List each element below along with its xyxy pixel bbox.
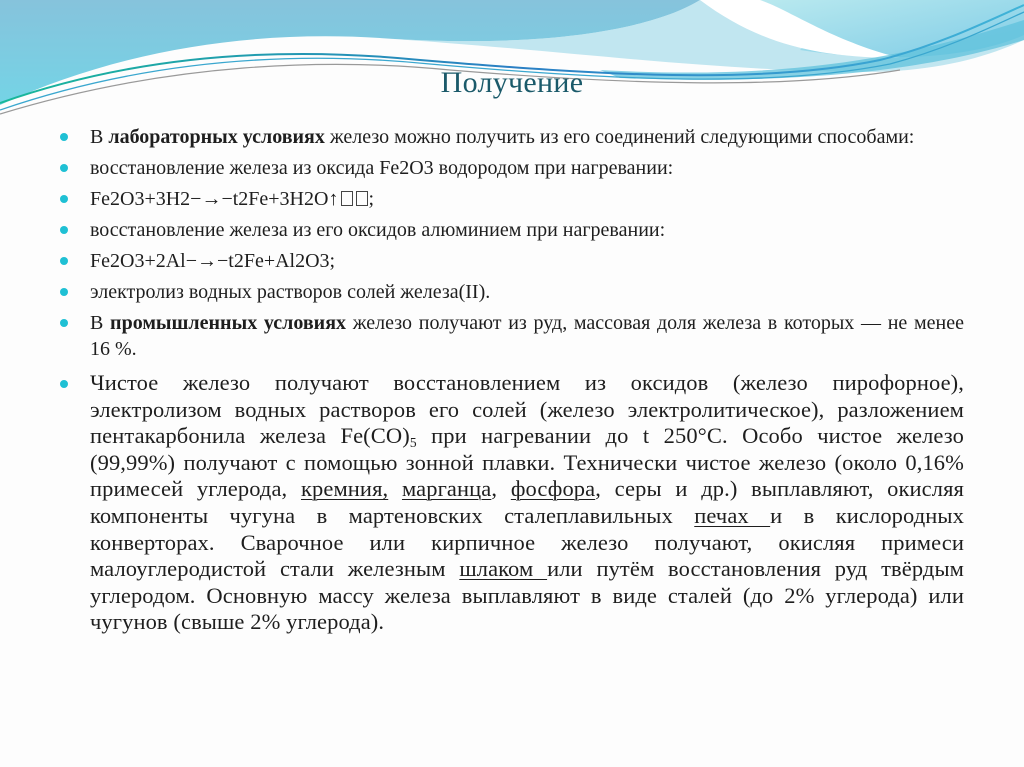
link-manganese[interactable]: марганца bbox=[401, 476, 492, 502]
bullet-lab-conditions: В лабораторных условиях железо можно получить из его соединений следующими способами: bbox=[60, 124, 964, 150]
slide-title: Получение bbox=[440, 66, 584, 99]
bullet-dot-icon bbox=[60, 257, 68, 265]
bullet-dot-icon bbox=[60, 226, 68, 234]
bullet-equation-hydrogen: Fe2O3+3H2−→−t2Fe+3H2O↑ ; bbox=[60, 186, 964, 212]
missing-glyph-icon bbox=[341, 191, 353, 206]
link-silicon[interactable]: кремния, bbox=[300, 476, 389, 502]
bullet-pure-iron: Чистое железо получают восстановлением из оксидов (железо пирофорное), электролизом водных растворов его солей (железо электролитическое), разложением пентакарбонила железа $Fe(CO)_5$ при нагревании до t 250°C. Особо чистое железо (99,99%) получают с помощью зонной плавки. Технически чистое железо (около 0,16% примесей углерода, кремния, марганца, фосфора, серы и др.) выплавляют, окисляя компоненты чугуна в мартеновских сталеплавильных печах и в кислородных конверторах. Сварочное или кирпичное железо получают, окисляя примеси малоуглеродистой стали железным шлаком или путём восстановления руд твёрдым углеродом. Основную массу железа выплавляют в виде сталей (до 2% углерода) или чугунов (свыше 2% углерода). bbox=[60, 370, 964, 636]
bullet-dot-icon bbox=[60, 319, 68, 327]
link-phosphorus[interactable]: фосфора bbox=[510, 476, 596, 502]
bullet-dot-icon bbox=[60, 288, 68, 296]
slide-content bbox=[60, 124, 964, 636]
link-furnaces[interactable]: печах bbox=[694, 502, 771, 528]
link-slag[interactable]: шлаком bbox=[459, 556, 548, 582]
bullet-hydrogen-reduction: восстановление железа из оксида Fe2O3 водородом при нагревании: bbox=[60, 155, 964, 181]
bullet-dot-icon bbox=[60, 195, 68, 203]
bold-term: лабораторных условиях bbox=[108, 126, 325, 148]
bullet-aluminum-reduction: восстановление железа из его оксидов алюминием при нагревании: bbox=[60, 217, 964, 243]
bullet-electrolysis: электролиз водных растворов солей железа(II). bbox=[60, 279, 964, 305]
bullet-equation-aluminum: Fe2O3+2Al−→−t2Fe+Al2O3; bbox=[60, 248, 964, 274]
bullet-dot-icon bbox=[60, 380, 68, 388]
bullet-industrial-conditions: В промышленных условиях железо получают из руд, массовая доля железа в которых — не менее 16 %. bbox=[60, 310, 964, 362]
bullet-list bbox=[60, 124, 964, 636]
bold-term: промышленных условиях bbox=[110, 312, 347, 334]
bullet-dot-icon bbox=[60, 164, 68, 172]
bullet-dot-icon bbox=[60, 133, 68, 141]
missing-glyph-icon bbox=[356, 191, 368, 206]
